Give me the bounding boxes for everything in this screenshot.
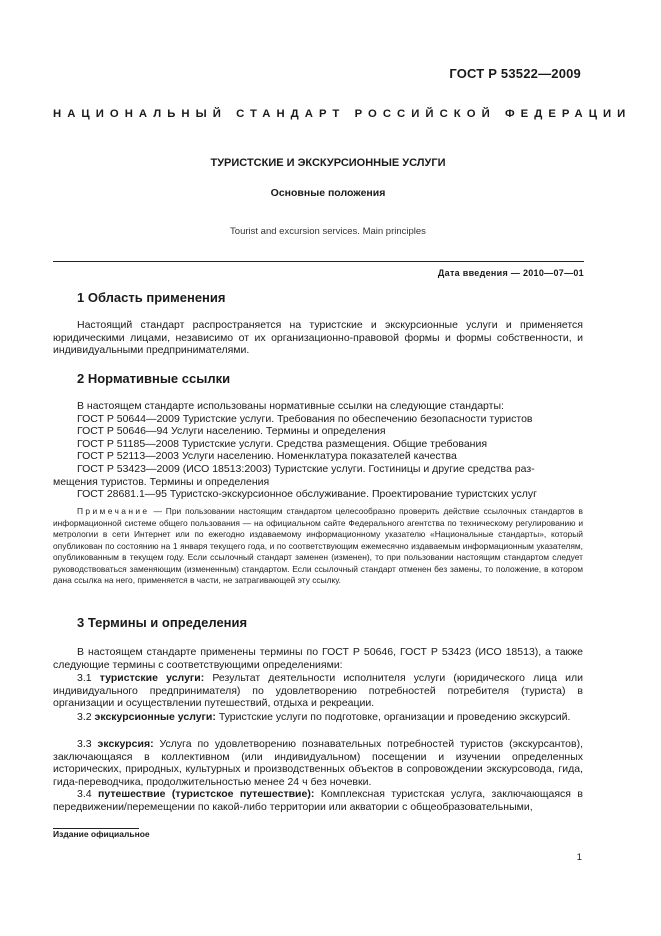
reference-item: ГОСТ 28681.1—95 Туристско-экскурсионное обслуживание. Проектирование туристских услуг [77,488,537,501]
term-definition [53,788,583,813]
reference-item-continuation: мещения туристов. Термины и определения [53,475,270,488]
section-1-text: Настоящий стандарт распространяется на туристские и экскурсионные услуги и применяется юридическими лицами, независимо от их организационно-правовой формы и формы собственности, и индивидуальными предпринимателями. [53,319,583,357]
term-text: Услуга по удовлетворению познавательных потребностей туристов (экскурсантов), заключающаяся в коллективном (или индивидуальном) посещении и изучении определенных исторических, природных, культурных и производственных объектов в сопровождении экскурсовода, гида, гида-переводчика, продолжительностью менее 24 ч без ночевки. [53,738,583,788]
term-definition [53,738,583,788]
section-3-heading: 3 Термины и определения [77,615,248,630]
term-definition [53,711,583,724]
section-2-intro: В настоящем стандарте использованы нормативные ссылки на следующие стандарты: [77,400,504,412]
edition-label: Издание официальное [53,829,150,839]
reference-note [53,506,583,587]
reference-item: ГОСТ Р 50644—2009 Туристские услуги. Требования по обеспечению безопасности туристов [77,412,533,425]
term-name: экскурсионные услуги: [94,711,216,723]
term-name: экскурсия: [97,738,154,750]
national-standard-banner: НАЦИОНАЛЬНЫЙ СТАНДАРТ РОССИЙСКОЙ ФЕДЕРАЦИИ [53,108,632,120]
document-title: ТУРИСТСКИЕ И ЭКСКУРСИОННЫЕ УСЛУГИ [210,157,446,169]
section-2-heading: 2 Нормативные ссылки [77,371,231,386]
term-text: Туристские услуги по подготовке, организации и проведению экскурсий. [218,711,571,723]
page-number: 1 [576,852,582,863]
term-number: 3.3 [77,738,92,750]
document-subtitle: Основные положения [270,187,386,199]
english-title: Tourist and excursion services. Main principles [230,226,426,237]
term-number: 3.1 [77,672,92,684]
reference-item: ГОСТ Р 53423—2009 (ИСО 18513:2003) Туристские услуги. Гостиницы и другие средства раз- [77,463,535,475]
term-name: путешествие (туристское путешествие): [98,788,315,800]
section-3-intro: В настоящем стандарте применены термины по ГОСТ Р 50646, ГОСТ Р 53423 (ИСО 18513), а также следующие термины с соответствующими определениями: [53,646,583,671]
term-number: 3.2 [77,711,92,723]
header-divider [53,261,584,262]
term-number: 3.4 [77,788,92,800]
term-text: Комплексная туристская услуга, заключающаяся в передвижении/перемещении по какой-либо территории или акватории с общеобразовательными, [53,788,583,813]
reference-item: ГОСТ Р 51185—2008 Туристские услуги. Средства размещения. Общие требования [77,437,488,450]
term-name: туристские услуги: [99,672,205,684]
reference-item: ГОСТ Р 52113—2003 Услуги населению. Номенклатура показателей качества [77,450,457,463]
reference-item: ГОСТ Р 50646—94 Услуги населению. Термины и определения [77,425,386,438]
section-1-heading: 1 Область применения [77,290,226,305]
standard-code: ГОСТ Р 53522—2009 [449,66,581,81]
note-label: Примечание [77,506,150,516]
term-text: Результат деятельности исполнителя услуги (юридического лица или индивидуального предпринимателя) по удовлетворению потребностей потребителя (туриста) в организации и осуществлении путешествий, отдыха и рекреации. [53,672,583,710]
note-text: — При пользовании настоящим стандартом целесообразно проверить действие ссылочных стандартов в информационной системе общего пользования — на официальном сайте Федерального агентства по техническому регулированию и метрологии в сети Интернет или по ежегодно издаваемому информационному указателю «Национальные стандарты», который опубликован по состоянию на 1 января текущего года, и по соответствующим ежемесячно издаваемым информационным указателям, опубликованным в текущем году. Если ссылочный стандарт заменен (изменен), то при пользовании настоящим стандартом следует руководствоваться заменяющим (измененным) стандартом. Если ссылочный стандарт отменен без замены, то положение, в котором дана ссылка на него, применяется в части, не затрагивающей эту ссылку. [53,506,583,585]
term-definition [53,672,583,710]
effective-date: Дата введения — 2010—07—01 [437,268,584,278]
